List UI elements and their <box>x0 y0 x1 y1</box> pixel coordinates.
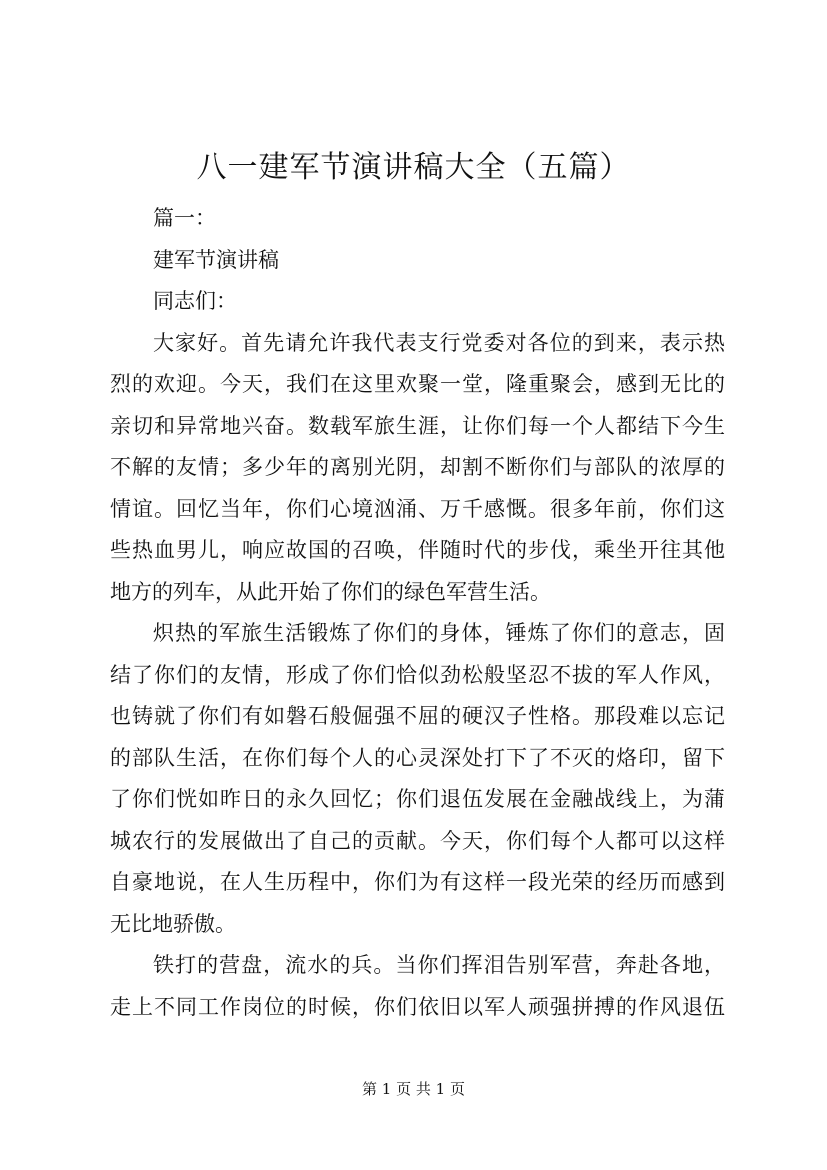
document-title: 八一建军节演讲稿大全（五篇） <box>196 150 631 185</box>
paragraph-line: 大家好。首先请允许我代表支行党委对各位的到来，表示热 <box>153 330 725 355</box>
paragraph-line: 自豪地说，在人生历程中，你们为有这样一段光荣的经历而感到 <box>110 870 725 894</box>
speech-title: 建军节演讲稿 <box>153 247 279 272</box>
document-body <box>110 198 725 1028</box>
paragraph-line: 走上不同工作岗位的时候，你们依旧以军人顽强拼搏的作风退伍 <box>110 994 725 1019</box>
paragraph-line: 亲切和异常地兴奋。数载军旅生涯，让你们每一个人都结下今生 <box>110 413 725 438</box>
paragraph-line: 情谊。回忆当年，你们心境汹涌、万千感慨。很多年前，你们这 <box>110 496 725 521</box>
paragraph-1 <box>110 323 725 614</box>
paragraph-line: 地方的列车，从此开始了你们的绿色军营生活。 <box>110 579 551 604</box>
page-number-footer: 第 1 页 共 1 页 <box>362 1080 465 1098</box>
paragraph-line: 铁打的营盘，流水的兵。当你们挥泪告别军营，奔赴各地， <box>153 953 725 977</box>
paragraph-line: 结了你们的友情，形成了你们恰似劲松般坚忍不拔的军人作风， <box>110 662 725 687</box>
paragraph-2 <box>110 613 725 945</box>
paragraph-line: 不解的友情；多少年的离别光阴，却割不断你们与部队的浓厚的 <box>110 455 725 479</box>
paragraph-line: 的部队生活，在你们每个人的心灵深处打下了不灭的烙印，留下 <box>110 745 725 770</box>
paragraph-line: 也铸就了你们有如磐石般倔强不屈的硬汉子性格。那段难以忘记 <box>110 704 725 728</box>
paragraph-line: 城农行的发展做出了自己的贡献。今天，你们每个人都可以这样 <box>110 828 725 853</box>
salutation: 同志们： <box>153 289 237 313</box>
paragraph-3 <box>110 945 725 1028</box>
paragraph-line: 炽热的军旅生活锻炼了你们的身体，锤炼了你们的意志，固 <box>153 621 725 645</box>
paragraph-line: 无比地骄傲。 <box>110 911 236 936</box>
paragraph-line: 了你们恍如昨日的永久回忆；你们退伍发展在金融战线上，为蒲 <box>110 787 725 811</box>
paragraph-line: 些热血男儿，响应故国的召唤，伴随时代的步伐，乘坐开往其他 <box>110 538 725 562</box>
section-label: 篇一： <box>153 206 216 230</box>
paragraph-line: 烈的欢迎。今天，我们在这里欢聚一堂，隆重聚会，感到无比的 <box>110 372 725 396</box>
